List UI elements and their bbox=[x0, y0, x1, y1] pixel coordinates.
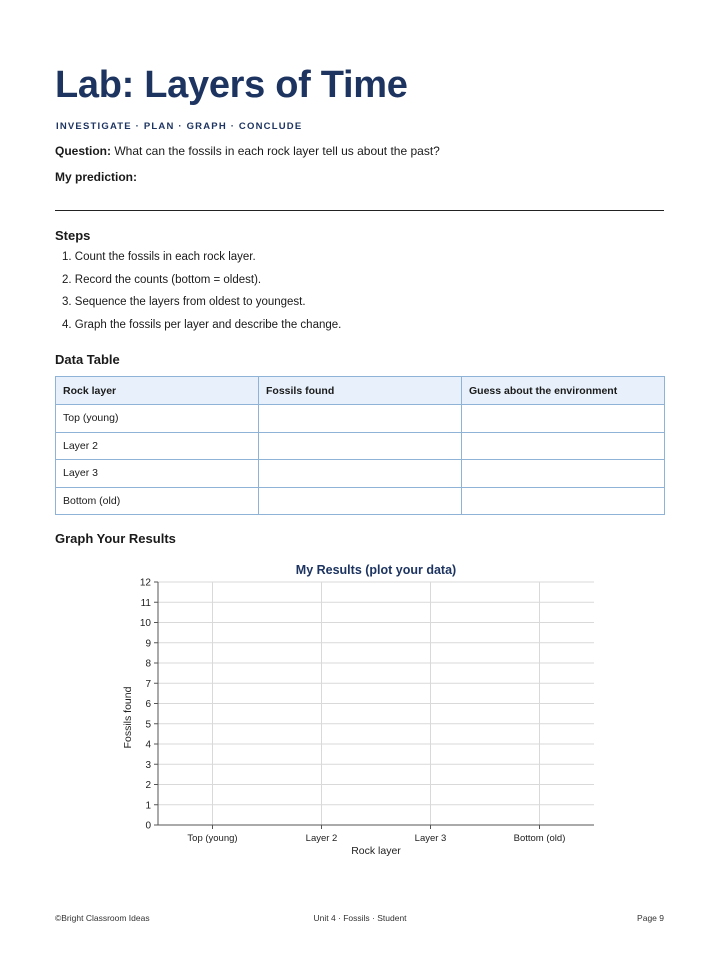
table-cell-input[interactable] bbox=[462, 405, 665, 433]
y-tick-label: 0 bbox=[145, 820, 151, 832]
y-tick-label: 6 bbox=[145, 699, 151, 710]
table-row bbox=[56, 405, 665, 433]
table-cell: Bottom (old) bbox=[56, 487, 259, 515]
table-cell-input[interactable] bbox=[462, 487, 665, 515]
table-cell-input[interactable] bbox=[462, 432, 665, 460]
x-tick-label: Top (young) bbox=[187, 833, 238, 844]
table-row bbox=[56, 460, 665, 488]
table-row bbox=[56, 487, 665, 515]
page-title: Lab: Layers of Time bbox=[55, 64, 408, 106]
graph-heading: Graph Your Results bbox=[55, 531, 176, 546]
table-cell-input[interactable] bbox=[259, 487, 462, 515]
y-tick-label: 12 bbox=[139, 577, 151, 589]
step-item: 4. Graph the fossils per layer and describe the change. bbox=[62, 318, 342, 331]
y-tick-label: 5 bbox=[145, 719, 151, 731]
step-item: 1. Count the fossils in each rock layer. bbox=[62, 251, 256, 263]
question bbox=[55, 144, 440, 158]
question-text: What can the fossils in each rock layer tell us about the past? bbox=[111, 144, 440, 158]
step-item: 2. Record the counts (bottom = oldest). bbox=[62, 273, 262, 286]
x-tick-label: Layer 2 bbox=[305, 833, 338, 844]
table-cell: Top (young) bbox=[56, 405, 259, 433]
y-tick-label: 11 bbox=[140, 597, 151, 609]
y-tick-label: 10 bbox=[139, 618, 151, 629]
table-header-row bbox=[56, 377, 665, 405]
y-tick-label: 9 bbox=[145, 638, 151, 650]
chart-title: My Results (plot your data) bbox=[295, 563, 457, 577]
table-cell-input[interactable] bbox=[259, 432, 462, 460]
results-chart[interactable] bbox=[0, 555, 720, 865]
footer-page-number: Page 9 bbox=[637, 913, 664, 923]
column-header: Rock layer bbox=[56, 377, 259, 405]
prediction-answer-line[interactable] bbox=[55, 210, 664, 211]
steps-heading: Steps bbox=[55, 228, 91, 243]
x-axis-label: Rock layer bbox=[351, 845, 401, 857]
data-table bbox=[55, 376, 665, 515]
column-header: Guess about the environment bbox=[462, 377, 665, 405]
y-tick-label: 7 bbox=[145, 678, 151, 690]
table-cell: Layer 3 bbox=[56, 460, 259, 488]
footer-copyright: ©Bright Classroom Ideas bbox=[55, 913, 150, 923]
table-cell: Layer 2 bbox=[56, 432, 259, 460]
data-table-heading: Data Table bbox=[55, 352, 120, 367]
y-axis-label: Fossils found bbox=[122, 686, 134, 749]
question-label: Question: bbox=[55, 144, 111, 158]
x-tick-label: Layer 3 bbox=[414, 833, 447, 844]
x-tick-label: Bottom (old) bbox=[513, 833, 566, 844]
table-cell-input[interactable] bbox=[259, 460, 462, 488]
y-tick-label: 4 bbox=[145, 739, 151, 751]
table-row bbox=[56, 432, 665, 460]
y-tick-label: 8 bbox=[145, 658, 151, 670]
y-tick-label: 3 bbox=[145, 759, 151, 771]
table-cell-input[interactable] bbox=[259, 405, 462, 433]
y-tick-label: 1 bbox=[145, 800, 151, 812]
page-subtitle: INVESTIGATE · PLAN · GRAPH · CONCLUDE bbox=[56, 121, 303, 132]
steps-list bbox=[62, 251, 341, 341]
prediction-label: My prediction: bbox=[55, 170, 138, 184]
y-tick-label: 2 bbox=[145, 780, 151, 791]
table-cell-input[interactable] bbox=[462, 460, 665, 488]
footer-unit: Unit 4 · Fossils · Student bbox=[313, 913, 407, 923]
column-header: Fossils found bbox=[259, 377, 462, 405]
step-item: 3. Sequence the layers from oldest to youngest. bbox=[62, 296, 306, 308]
